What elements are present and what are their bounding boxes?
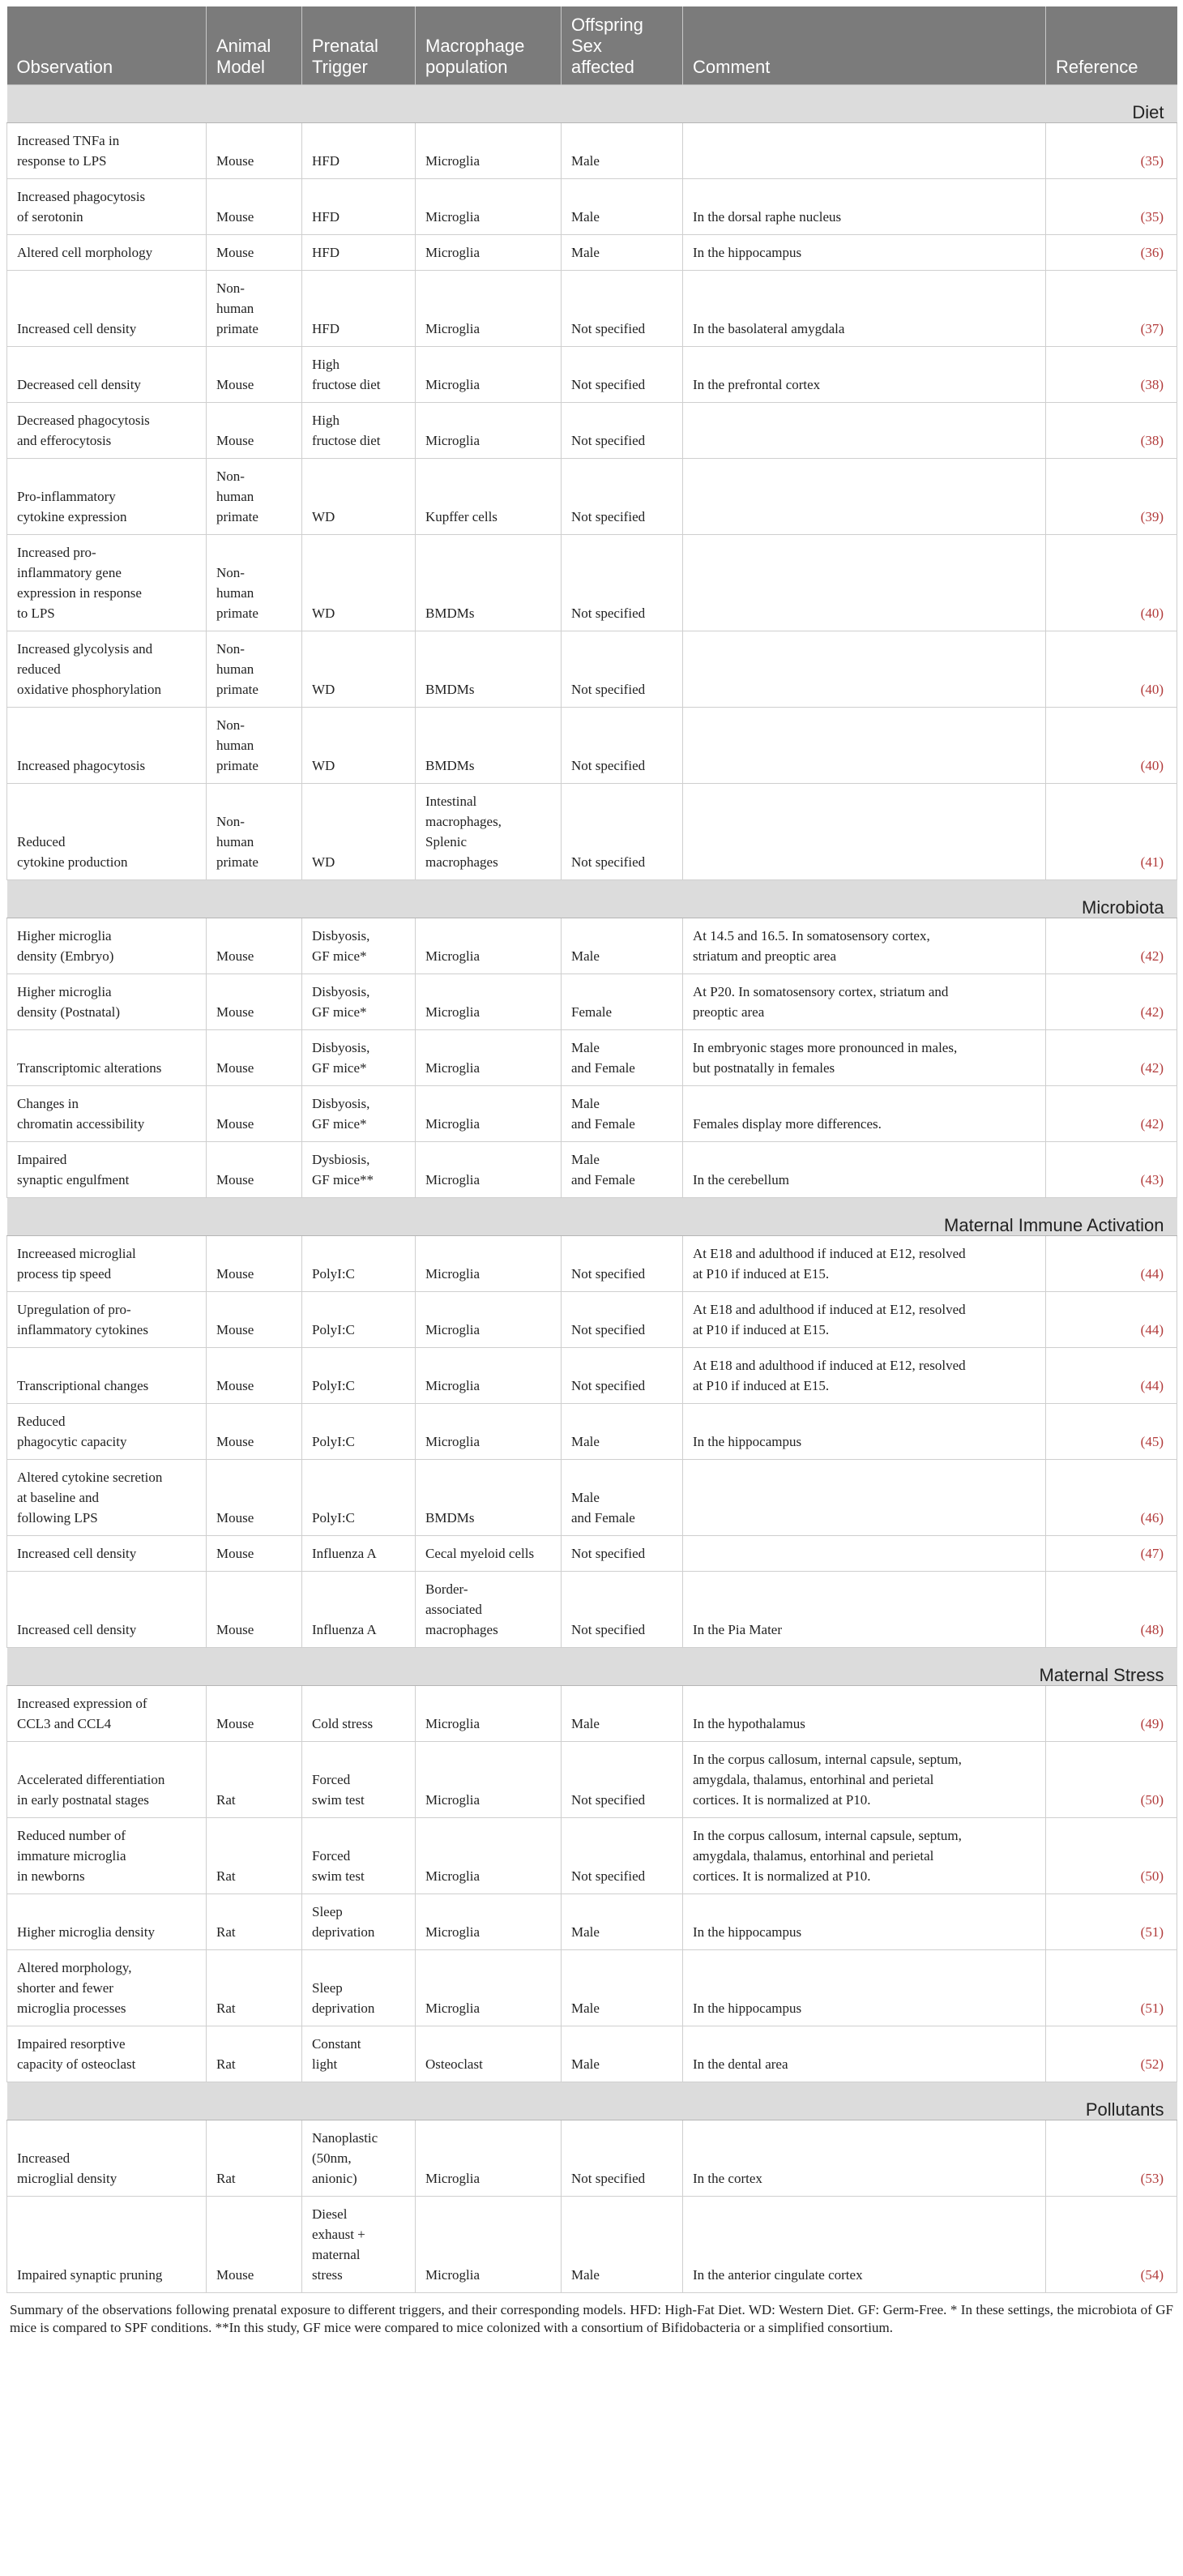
cell-comment: In the corpus callosum, internal capsule, septum, amygdala, thalamus, entorhinal and perietal cortices. It is normalized at P10. xyxy=(683,1818,1046,1894)
cell-macrophage-population: Kupffer cells xyxy=(416,459,562,535)
cell-offspring-sex: Not specified xyxy=(562,708,683,784)
cell-comment xyxy=(683,403,1046,459)
cell-prenatal-trigger: Constant light xyxy=(302,2026,416,2082)
cell-animal-model: Non- human primate xyxy=(207,631,302,708)
cell-animal-model: Mouse xyxy=(207,1572,302,1648)
cell-prenatal-trigger: PolyI:C xyxy=(302,1236,416,1292)
header-offspring-sex: Offspring Sex affected xyxy=(562,6,683,85)
cell-comment: In the hippocampus xyxy=(683,1950,1046,2026)
cell-reference[interactable]: (39) xyxy=(1046,459,1177,535)
observations-table xyxy=(6,6,1177,2293)
cell-animal-model: Rat xyxy=(207,2026,302,2082)
cell-reference[interactable]: (42) xyxy=(1046,1086,1177,1142)
cell-macrophage-population: Microglia xyxy=(416,271,562,347)
cell-comment xyxy=(683,123,1046,179)
section-title: Pollutants xyxy=(7,2082,1177,2120)
cell-comment xyxy=(683,784,1046,880)
cell-observation: Increased cell density xyxy=(7,1536,207,1572)
cell-comment xyxy=(683,1536,1046,1572)
table-row xyxy=(7,123,1177,179)
cell-reference[interactable]: (41) xyxy=(1046,784,1177,880)
table-row xyxy=(7,1818,1177,1894)
cell-prenatal-trigger: WD xyxy=(302,631,416,708)
cell-observation: Reduced phagocytic capacity xyxy=(7,1404,207,1460)
cell-macrophage-population: Microglia xyxy=(416,1686,562,1742)
cell-offspring-sex: Not specified xyxy=(562,459,683,535)
cell-comment: In the dental area xyxy=(683,2026,1046,2082)
cell-observation: Increased expression of CCL3 and CCL4 xyxy=(7,1686,207,1742)
table-row xyxy=(7,1460,1177,1536)
header-macrophage-population: Macrophage population xyxy=(416,6,562,85)
cell-prenatal-trigger: Cold stress xyxy=(302,1686,416,1742)
cell-animal-model: Rat xyxy=(207,2120,302,2197)
table-row xyxy=(7,459,1177,535)
cell-offspring-sex: Not specified xyxy=(562,1236,683,1292)
cell-observation: Accelerated differentiation in early postnatal stages xyxy=(7,1742,207,1818)
cell-offspring-sex: Not specified xyxy=(562,347,683,403)
section-title: Maternal Immune Activation xyxy=(7,1198,1177,1236)
cell-macrophage-population: BMDMs xyxy=(416,1460,562,1536)
cell-observation: Pro-inflammatory cytokine expression xyxy=(7,459,207,535)
cell-offspring-sex: Male and Female xyxy=(562,1030,683,1086)
cell-reference[interactable]: (51) xyxy=(1046,1950,1177,2026)
table-row xyxy=(7,2026,1177,2082)
cell-reference[interactable]: (44) xyxy=(1046,1348,1177,1404)
cell-offspring-sex: Not specified xyxy=(562,1348,683,1404)
cell-animal-model: Mouse xyxy=(207,974,302,1030)
cell-prenatal-trigger: Disbyosis, GF mice* xyxy=(302,1030,416,1086)
cell-observation: Increased cell density xyxy=(7,271,207,347)
cell-reference[interactable]: (52) xyxy=(1046,2026,1177,2082)
cell-comment: In the hippocampus xyxy=(683,1894,1046,1950)
cell-prenatal-trigger: HFD xyxy=(302,235,416,271)
cell-comment: At 14.5 and 16.5. In somatosensory cortex, striatum and preoptic area xyxy=(683,918,1046,974)
cell-animal-model: Rat xyxy=(207,1742,302,1818)
cell-comment: In the anterior cingulate cortex xyxy=(683,2197,1046,2293)
table-row xyxy=(7,271,1177,347)
cell-offspring-sex: Male xyxy=(562,2026,683,2082)
cell-offspring-sex: Male xyxy=(562,2197,683,2293)
cell-reference[interactable]: (45) xyxy=(1046,1404,1177,1460)
cell-prenatal-trigger: Influenza A xyxy=(302,1536,416,1572)
cell-offspring-sex: Not specified xyxy=(562,1536,683,1572)
cell-offspring-sex: Male and Female xyxy=(562,1460,683,1536)
table-row xyxy=(7,918,1177,974)
cell-macrophage-population: Microglia xyxy=(416,1742,562,1818)
cell-macrophage-population: Microglia xyxy=(416,2120,562,2197)
cell-offspring-sex: Male xyxy=(562,1686,683,1742)
cell-animal-model: Mouse xyxy=(207,403,302,459)
cell-observation: Increased phagocytosis of serotonin xyxy=(7,179,207,235)
cell-observation: Reduced number of immature microglia in newborns xyxy=(7,1818,207,1894)
section-header-row xyxy=(7,880,1177,918)
cell-animal-model: Mouse xyxy=(207,1086,302,1142)
section-title: Maternal Stress xyxy=(7,1648,1177,1686)
cell-prenatal-trigger: Disbyosis, GF mice* xyxy=(302,974,416,1030)
cell-offspring-sex: Male and Female xyxy=(562,1086,683,1142)
table-row xyxy=(7,708,1177,784)
cell-macrophage-population: BMDMs xyxy=(416,631,562,708)
cell-observation: Increased pro- inflammatory gene expression in response to LPS xyxy=(7,535,207,631)
cell-offspring-sex: Not specified xyxy=(562,1818,683,1894)
cell-comment: At E18 and adulthood if induced at E12, resolved at P10 if induced at E15. xyxy=(683,1348,1046,1404)
cell-macrophage-population: Osteoclast xyxy=(416,2026,562,2082)
cell-comment: In the basolateral amygdala xyxy=(683,271,1046,347)
cell-macrophage-population: Microglia xyxy=(416,1348,562,1404)
cell-prenatal-trigger: HFD xyxy=(302,271,416,347)
cell-macrophage-population: Microglia xyxy=(416,1086,562,1142)
cell-reference[interactable]: (49) xyxy=(1046,1686,1177,1742)
table-body xyxy=(7,85,1177,2293)
cell-prenatal-trigger: High fructose diet xyxy=(302,347,416,403)
cell-offspring-sex: Female xyxy=(562,974,683,1030)
cell-macrophage-population: Microglia xyxy=(416,1030,562,1086)
cell-animal-model: Non- human primate xyxy=(207,271,302,347)
cell-comment: In the Pia Mater xyxy=(683,1572,1046,1648)
section-header-row xyxy=(7,2082,1177,2120)
cell-observation: Higher microglia density xyxy=(7,1894,207,1950)
cell-comment xyxy=(683,459,1046,535)
cell-comment xyxy=(683,631,1046,708)
cell-observation: Increeased microglial process tip speed xyxy=(7,1236,207,1292)
cell-reference[interactable]: (54) xyxy=(1046,2197,1177,2293)
cell-observation: Increased glycolysis and reduced oxidative phosphorylation xyxy=(7,631,207,708)
cell-reference[interactable]: (44) xyxy=(1046,1292,1177,1348)
header-comment: Comment xyxy=(683,6,1046,85)
cell-prenatal-trigger: PolyI:C xyxy=(302,1348,416,1404)
cell-animal-model: Non- human primate xyxy=(207,784,302,880)
cell-reference[interactable]: (40) xyxy=(1046,535,1177,631)
cell-animal-model: Non- human primate xyxy=(207,459,302,535)
table-row xyxy=(7,535,1177,631)
cell-prenatal-trigger: HFD xyxy=(302,123,416,179)
cell-observation: Impaired synaptic engulfment xyxy=(7,1142,207,1198)
cell-observation: Increased TNFa in response to LPS xyxy=(7,123,207,179)
table-row xyxy=(7,1536,1177,1572)
header-observation: Observation xyxy=(7,6,207,85)
cell-macrophage-population: BMDMs xyxy=(416,708,562,784)
cell-prenatal-trigger: Nanoplastic (50nm, anionic) xyxy=(302,2120,416,2197)
cell-prenatal-trigger: WD xyxy=(302,784,416,880)
cell-animal-model: Mouse xyxy=(207,1348,302,1404)
table-row xyxy=(7,1572,1177,1648)
cell-comment: In embryonic stages more pronounced in males, but postnatally in females xyxy=(683,1030,1046,1086)
cell-reference[interactable]: (47) xyxy=(1046,1536,1177,1572)
table-row xyxy=(7,403,1177,459)
cell-observation: Changes in chromatin accessibility xyxy=(7,1086,207,1142)
table-row xyxy=(7,347,1177,403)
cell-prenatal-trigger: PolyI:C xyxy=(302,1292,416,1348)
cell-offspring-sex: Not specified xyxy=(562,1742,683,1818)
cell-comment xyxy=(683,708,1046,784)
cell-comment: In the cerebellum xyxy=(683,1142,1046,1198)
cell-prenatal-trigger: WD xyxy=(302,535,416,631)
cell-reference[interactable]: (50) xyxy=(1046,1742,1177,1818)
cell-comment: In the corpus callosum, internal capsule, septum, amygdala, thalamus, entorhinal and perietal cortices. It is normalized at P10. xyxy=(683,1742,1046,1818)
cell-prenatal-trigger: High fructose diet xyxy=(302,403,416,459)
cell-observation: Upregulation of pro- inflammatory cytokines xyxy=(7,1292,207,1348)
cell-macrophage-population: Microglia xyxy=(416,1950,562,2026)
cell-comment: In the cortex xyxy=(683,2120,1046,2197)
cell-prenatal-trigger: Influenza A xyxy=(302,1572,416,1648)
cell-macrophage-population: Microglia xyxy=(416,347,562,403)
cell-animal-model: Mouse xyxy=(207,1142,302,1198)
table-row xyxy=(7,631,1177,708)
table-footnote: Summary of the observations following prenatal exposure to different triggers, and their corresponding models. HFD: High-Fat Diet. WD: Western Diet. GF: Germ-Free. * In these settings, the microbiota of GF mice is compared to SPF conditions. **In this study, GF mice were compared to mice colonized with a consortium of Bifidobacteria or a simplified consortium. xyxy=(10,2302,1173,2335)
cell-reference[interactable]: (37) xyxy=(1046,271,1177,347)
cell-observation: Altered cytokine secretion at baseline and following LPS xyxy=(7,1460,207,1536)
cell-prenatal-trigger: Diesel exhaust + maternal stress xyxy=(302,2197,416,2293)
table-row xyxy=(7,1236,1177,1292)
cell-macrophage-population: Microglia xyxy=(416,403,562,459)
cell-observation: Increased cell density xyxy=(7,1572,207,1648)
cell-macrophage-population: Microglia xyxy=(416,235,562,271)
cell-prenatal-trigger: WD xyxy=(302,459,416,535)
cell-macrophage-population: Microglia xyxy=(416,1142,562,1198)
table-row xyxy=(7,1742,1177,1818)
cell-comment: In the dorsal raphe nucleus xyxy=(683,179,1046,235)
cell-macrophage-population: Cecal myeloid cells xyxy=(416,1536,562,1572)
cell-observation: Decreased cell density xyxy=(7,347,207,403)
cell-animal-model: Rat xyxy=(207,1818,302,1894)
cell-observation: Reduced cytokine production xyxy=(7,784,207,880)
cell-offspring-sex: Not specified xyxy=(562,1292,683,1348)
cell-animal-model: Mouse xyxy=(207,1404,302,1460)
cell-observation: Transcriptional changes xyxy=(7,1348,207,1404)
cell-offspring-sex: Not specified xyxy=(562,403,683,459)
section-title: Diet xyxy=(7,85,1177,123)
table-row xyxy=(7,235,1177,271)
cell-observation: Decreased phagocytosis and efferocytosis xyxy=(7,403,207,459)
cell-macrophage-population: Microglia xyxy=(416,1292,562,1348)
cell-macrophage-population: Microglia xyxy=(416,1894,562,1950)
section-title: Microbiota xyxy=(7,880,1177,918)
cell-macrophage-population: Microglia xyxy=(416,1818,562,1894)
cell-prenatal-trigger: PolyI:C xyxy=(302,1460,416,1536)
cell-comment: In the hypothalamus xyxy=(683,1686,1046,1742)
table-container xyxy=(6,6,1177,2337)
cell-macrophage-population: Border- associated macrophages xyxy=(416,1572,562,1648)
cell-macrophage-population: BMDMs xyxy=(416,535,562,631)
table-row xyxy=(7,1686,1177,1742)
cell-prenatal-trigger: Forced swim test xyxy=(302,1742,416,1818)
cell-observation: Higher microglia density (Postnatal) xyxy=(7,974,207,1030)
cell-observation: Impaired synaptic pruning xyxy=(7,2197,207,2293)
cell-reference[interactable]: (46) xyxy=(1046,1460,1177,1536)
cell-animal-model: Mouse xyxy=(207,918,302,974)
cell-offspring-sex: Not specified xyxy=(562,784,683,880)
cell-observation: Higher microglia density (Embryo) xyxy=(7,918,207,974)
cell-animal-model: Mouse xyxy=(207,1686,302,1742)
cell-reference[interactable]: (36) xyxy=(1046,235,1177,271)
table-row xyxy=(7,974,1177,1030)
cell-offspring-sex: Male xyxy=(562,1894,683,1950)
cell-reference[interactable]: (38) xyxy=(1046,347,1177,403)
header-row xyxy=(7,6,1177,85)
cell-animal-model: Mouse xyxy=(207,179,302,235)
header-animal-model: Animal Model xyxy=(207,6,302,85)
table-row xyxy=(7,2120,1177,2197)
section-header-row xyxy=(7,1198,1177,1236)
cell-prenatal-trigger: Sleep deprivation xyxy=(302,1950,416,2026)
cell-animal-model: Rat xyxy=(207,1894,302,1950)
cell-offspring-sex: Male xyxy=(562,1950,683,2026)
cell-comment xyxy=(683,535,1046,631)
table-row xyxy=(7,1292,1177,1348)
cell-reference[interactable]: (40) xyxy=(1046,708,1177,784)
cell-animal-model: Mouse xyxy=(207,1460,302,1536)
cell-offspring-sex: Male xyxy=(562,235,683,271)
cell-reference[interactable]: (40) xyxy=(1046,631,1177,708)
cell-comment: In the prefrontal cortex xyxy=(683,347,1046,403)
cell-observation: Increased microglial density xyxy=(7,2120,207,2197)
cell-comment: Females display more differences. xyxy=(683,1086,1046,1142)
cell-prenatal-trigger: Forced swim test xyxy=(302,1818,416,1894)
cell-animal-model: Mouse xyxy=(207,2197,302,2293)
cell-macrophage-population: Microglia xyxy=(416,179,562,235)
cell-offspring-sex: Not specified xyxy=(562,631,683,708)
cell-prenatal-trigger: Disbyosis, GF mice* xyxy=(302,918,416,974)
cell-comment: At P20. In somatosensory cortex, striatum and preoptic area xyxy=(683,974,1046,1030)
cell-reference[interactable]: (44) xyxy=(1046,1236,1177,1292)
table-row xyxy=(7,179,1177,235)
cell-reference[interactable]: (43) xyxy=(1046,1142,1177,1198)
cell-macrophage-population: Microglia xyxy=(416,1404,562,1460)
cell-prenatal-trigger: Dysbiosis, GF mice** xyxy=(302,1142,416,1198)
cell-macrophage-population: Microglia xyxy=(416,918,562,974)
cell-prenatal-trigger: PolyI:C xyxy=(302,1404,416,1460)
cell-animal-model: Mouse xyxy=(207,347,302,403)
cell-reference[interactable]: (51) xyxy=(1046,1894,1177,1950)
cell-reference[interactable]: (42) xyxy=(1046,918,1177,974)
cell-comment xyxy=(683,1460,1046,1536)
cell-offspring-sex: Not specified xyxy=(562,535,683,631)
cell-macrophage-population: Microglia xyxy=(416,974,562,1030)
header-reference: Reference xyxy=(1046,6,1177,85)
cell-animal-model: Mouse xyxy=(207,235,302,271)
cell-animal-model: Non- human primate xyxy=(207,535,302,631)
table-row xyxy=(7,784,1177,880)
cell-macrophage-population: Microglia xyxy=(416,1236,562,1292)
cell-macrophage-population: Microglia xyxy=(416,2197,562,2293)
table-row xyxy=(7,1950,1177,2026)
cell-animal-model: Mouse xyxy=(207,1536,302,1572)
cell-observation: Altered morphology, shorter and fewer microglia processes xyxy=(7,1950,207,2026)
cell-prenatal-trigger: Sleep deprivation xyxy=(302,1894,416,1950)
table-row xyxy=(7,1030,1177,1086)
cell-offspring-sex: Male xyxy=(562,1404,683,1460)
cell-offspring-sex: Male and Female xyxy=(562,1142,683,1198)
cell-prenatal-trigger: Disbyosis, GF mice* xyxy=(302,1086,416,1142)
table-row xyxy=(7,1894,1177,1950)
cell-animal-model: Mouse xyxy=(207,1030,302,1086)
cell-reference[interactable]: (35) xyxy=(1046,179,1177,235)
cell-offspring-sex: Not specified xyxy=(562,2120,683,2197)
cell-offspring-sex: Male xyxy=(562,918,683,974)
cell-reference[interactable]: (48) xyxy=(1046,1572,1177,1648)
cell-observation: Altered cell morphology xyxy=(7,235,207,271)
cell-macrophage-population: Microglia xyxy=(416,123,562,179)
cell-reference[interactable]: (35) xyxy=(1046,123,1177,179)
cell-animal-model: Rat xyxy=(207,1950,302,2026)
cell-reference[interactable]: (42) xyxy=(1046,1030,1177,1086)
cell-animal-model: Mouse xyxy=(207,123,302,179)
cell-observation: Transcriptomic alterations xyxy=(7,1030,207,1086)
cell-reference[interactable]: (50) xyxy=(1046,1818,1177,1894)
cell-offspring-sex: Male xyxy=(562,123,683,179)
cell-comment: In the hippocampus xyxy=(683,235,1046,271)
cell-animal-model: Mouse xyxy=(207,1236,302,1292)
cell-prenatal-trigger: HFD xyxy=(302,179,416,235)
cell-comment: At E18 and adulthood if induced at E12, resolved at P10 if induced at E15. xyxy=(683,1292,1046,1348)
header-prenatal-trigger: Prenatal Trigger xyxy=(302,6,416,85)
cell-observation: Increased phagocytosis xyxy=(7,708,207,784)
cell-offspring-sex: Not specified xyxy=(562,271,683,347)
cell-reference[interactable]: (53) xyxy=(1046,2120,1177,2197)
table-row xyxy=(7,2197,1177,2293)
cell-reference[interactable]: (42) xyxy=(1046,974,1177,1030)
cell-observation: Impaired resorptive capacity of osteoclast xyxy=(7,2026,207,2082)
section-header-row xyxy=(7,1648,1177,1686)
cell-prenatal-trigger: WD xyxy=(302,708,416,784)
cell-reference[interactable]: (38) xyxy=(1046,403,1177,459)
table-row xyxy=(7,1348,1177,1404)
cell-offspring-sex: Not specified xyxy=(562,1572,683,1648)
cell-macrophage-population: Intestinal macrophages, Splenic macrophages xyxy=(416,784,562,880)
cell-comment: In the hippocampus xyxy=(683,1404,1046,1460)
section-header-row xyxy=(7,85,1177,123)
table-row xyxy=(7,1404,1177,1460)
table-row xyxy=(7,1086,1177,1142)
cell-animal-model: Mouse xyxy=(207,1292,302,1348)
cell-offspring-sex: Male xyxy=(562,179,683,235)
table-row xyxy=(7,1142,1177,1198)
cell-animal-model: Non- human primate xyxy=(207,708,302,784)
cell-comment: At E18 and adulthood if induced at E12, resolved at P10 if induced at E15. xyxy=(683,1236,1046,1292)
